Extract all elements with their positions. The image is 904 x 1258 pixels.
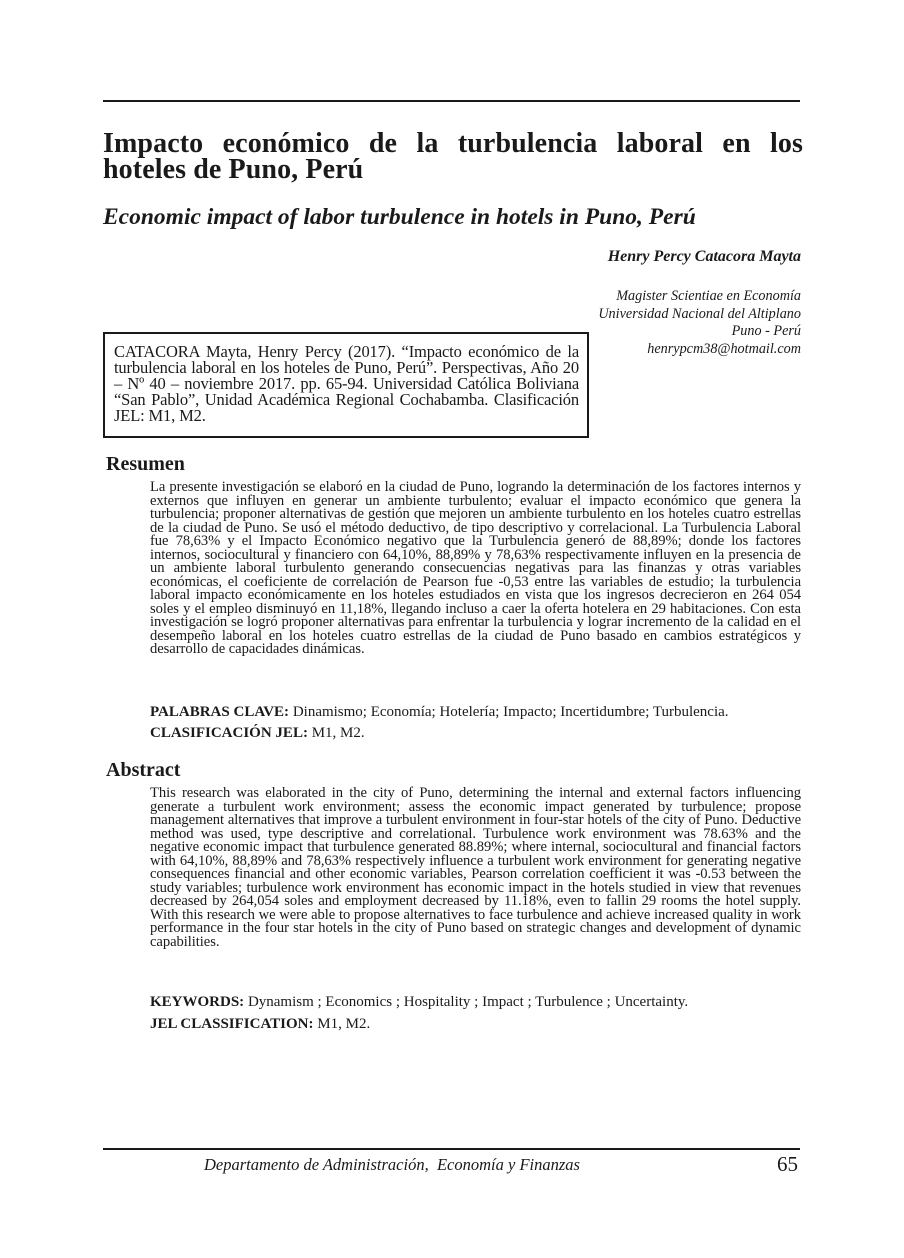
palabras-clave-label: PALABRAS CLAVE:: [150, 704, 290, 720]
resumen-text: La presente investigación se elaboró en la ciudad de Puno, logrando la determinación de los factores internos y externos que influyen en generar un ambiente turbulento; evaluar el impacto económico que genera la turbulencia; proponer alternativas de gestión que mejoren un ambiente turbulento en los hoteles cuatro estrellas de la ciudad de Puno. Se usó el método deductivo, de tipo descriptivo y correlacional. La Turbulencia Laboral fue 78,63% y el Impacto Económico negativo que la Turbulencia generó de 88,89%; donde los factores internos, sociocultural y financiero con 64,10%, 88,89% y 78,63% respectivamente influyen en la presencia de un ambiente laboral turbulento generando consecuencias negativas para las finanzas y otras variables económicas, el coeficiente de correlación de Pearson fue -0,53 entre las variables de estudio; la turbulencia laboral impacto económicamente en los hoteles estudiados en vista que los ingresos decrecieron en 264 054 soles y el empleo disminuyó en 11,18%, llegando incluso a caer la oferta hotelera en 29 habitaciones. Con esta investigación se logró proponer alternativas para enfrentar la turbulencia y lograr incremento de la calidad en el desempeño laboral en los hoteles cuatro estrellas de la ciudad de Puno basado en cambios estratégicos y desarrollo de capacidades dinámicas.: [150, 479, 801, 657]
clasificacion-jel-values: M1, M2.: [307, 725, 365, 741]
keywords-values: Dynamism ; Economics ; Hospitality ; Impact ; Turbulence ; Uncertainty.: [244, 994, 689, 1010]
author-name: Henry Percy Catacora Mayta: [607, 248, 801, 265]
jel-classification: [150, 1016, 810, 1033]
footer-rule: [103, 1148, 800, 1150]
jel-classification-values: M1, M2.: [313, 1016, 371, 1032]
clasificacion-jel-label: CLASIFICACIÓN JEL:: [150, 725, 308, 741]
title-english: Economic impact of labor turbulence in hotels in Puno, Perú: [103, 204, 696, 230]
clasificacion-jel: [150, 725, 810, 742]
affiliation-location: Puno - Perú: [731, 323, 801, 339]
citation-box: [103, 332, 589, 438]
footer-department: Departamento de Administración, Economía y Finanzas: [204, 1155, 580, 1174]
affiliation-email: henrypcm38@hotmail.com: [647, 340, 801, 357]
abstract-heading: Abstract: [106, 759, 181, 781]
top-rule: [103, 100, 800, 102]
palabras-clave-values: Dinamismo; Economía; Hotelería; Impacto; Incertidumbre; Turbulencia.: [289, 704, 729, 720]
affiliation-university: Universidad Nacional del Altiplano: [598, 305, 801, 322]
author-affiliation: [598, 288, 801, 358]
resumen-heading: Resumen: [106, 453, 185, 475]
palabras-clave: [150, 704, 810, 721]
keywords: [150, 994, 810, 1011]
jel-classification-label: JEL CLASSIFICATION:: [150, 1016, 314, 1032]
abstract-text: This research was elaborated in the city of Puno, determining the internal and external factors influencing generate a turbulent work environment; assess the economic impact generated by turbulence; propose management alternatives that improve a turbulent environment in four-star hotels of the city of Puno. Deductive method was used, type descriptive and correlational. Turbulence work environment was 78.63% and the negative economic impact that turbulence generated 88.89%; where internal, sociocultural and financial factors with 64,10%, 88,89% and 78,63% respectively influence a turbulent work environment for generating negative consequences financial and other economic variables, Pearson correlation coefficient it was -0.53 between the study variables; turbulence work environment has economic impact in the hotels studied in view that revenues decreased by 264,054 soles and employment decreased by 11.18%, even to fallin 29 rooms the hotel supply. With this research we were able to propose alternatives to face turbulence and achieve increased quality in work performance in the four star hotels in the city of Puno based on strategic changes and development of dynamic capabilities.: [150, 785, 801, 950]
keywords-label: KEYWORDS:: [150, 994, 245, 1010]
affiliation-degree: Magister Scientiae en Economía: [616, 288, 801, 304]
citation-text: CATACORA Mayta, Henry Percy (2017). “Impacto económico de la turbulencia laboral en los hoteles de Puno, Perú”. Perspectivas, Año 20 – Nº 40 – noviembre 2017. pp. 65-94. Universidad Católica Boliviana “San Pablo”, Unidad Académica Regional Cochabamba. Clasificación JEL: M1, M2.: [114, 342, 579, 425]
title-spanish: Impacto económico de la turbulencia laboral en los hoteles de Puno, Perú: [103, 128, 803, 185]
page-number: 65: [777, 1152, 798, 1176]
